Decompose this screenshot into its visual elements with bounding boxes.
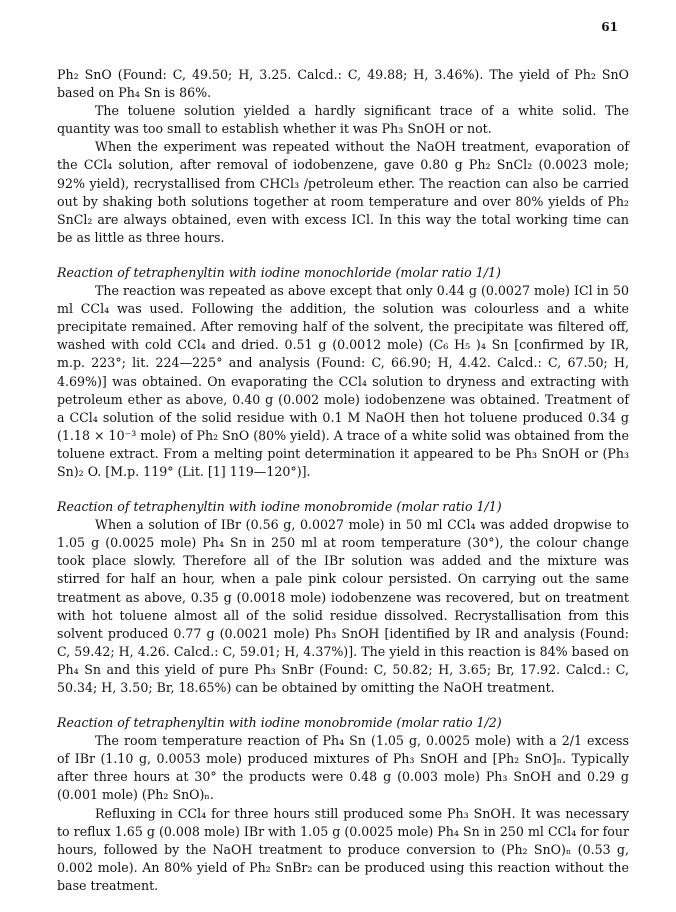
section-text-ibr-1-1: When a solution of IBr (0.56 g, 0.0027 mole) in 50 ml CCl₄ was added dropwise to 1.05 g (0.0025 mole) Ph₄ Sn in 250 ml at room temperature (30°), the colour change took place slowly. Therefore all of the IBr solution was added and the mixture was stirred for half an hour, when a pale pink colour persisted. On carrying out the same treatment as above, 0.35 g (0.0018 mole) iodobenzene was recovered, but on treatment with hot toluene almost all of the solid residue dissolved. Recrystallisation from this solvent produced 0.77 g (0.0021 mole) Ph₃ SnOH [identified by IR and analysis (Found: C, 59.42; H, 4.26. Calcd.: C, 59.01; H, 4.37%)]. The yield in this reaction is 84% based on Ph₄ Sn and this yield of pure Ph₃ SnBr (Found: C, 50.82; H, 3.65; Br, 17.92. Calcd.: C, 50.34; H, 3.50; Br, 18.65%) can be obtained by omitting the NaOH treatment. (57, 517, 629, 695)
paragraph-continuation: Ph₂ SnO (Found: C, 49.50; H, 3.25. Calcd.: C, 49.88; H, 3.46%). The yield of Ph₂ SnO based on Ph₄ Sn is 86%. (57, 67, 629, 101)
paragraph-repeat-experiment: When the experiment was repeated without the NaOH treatment, evaporation of the CCl₄ solution, after removal of iodobenzene, gave 0.80 g Ph₂ SnCl₂ (0.0023 mole; 92% yield), recrystallised from CHCl₃ /petroleum ether. The reaction can also be carried out by shaking both solutions together at room temperature and over 80% yields of Ph₂ SnCl₂ are always obtained, even with excess ICl. In this way the total working time can be as little as three hours. (57, 139, 629, 245)
section-heading-ibr-1-1: Reaction of tetraphenyltin with iodine monobromide (molar ratio 1/1) (57, 499, 502, 515)
article-body (57, 66, 629, 895)
section-text-ibr-1-2: The room temperature reaction of Ph₄ Sn (1.05 g, 0.0025 mole) with a 2/1 excess of IBr (1.10 g, 0.0053 mole) produced mixtures of Ph₃ SnOH and [Ph₂ SnO]ₙ. Typically after three hours at 30° the products were 0.48 g (0.003 mole) Ph₃ SnOH and 0.29 g (0.001 mole) (Ph₂ SnO)ₙ. (57, 733, 629, 803)
section-heading-ibr-1-2: Reaction of tetraphenyltin with iodine monobromide (molar ratio 1/2) (57, 715, 502, 731)
paragraph-toluene: The toluene solution yielded a hardly significant trace of a white solid. The quantity was too small to establish whether it was Ph₃ SnOH or not. (57, 103, 629, 137)
section-text-icl: The reaction was repeated as above except that only 0.44 g (0.0027 mole) ICl in 50 ml CCl₄ was used. Following the addition, the solution was colourless and a white precipitate remained. After removing half of the solvent, the precipitate was filtered off, washed with cold CCl₄ and dried. 0.51 g (0.0012 mole) (C₆ H₅ )₄ Sn [confirmed by IR, m.p. 223°; lit. 224—225° and analysis (Found: C, 66.90; H, 4.42. Calcd.: C, 67.50; H, 4.69%)] was obtained. On evaporating the CCl₄ solution to dryness and extracting with petroleum ether as above, 0.40 g (0.002 mole) iodobenzene was obtained. Treatment of a CCl₄ solution of the solid residue with 0.1 M NaOH then hot toluene produced 0.34 g (1.18 × 10⁻³ mole) of Ph₂ SnO (80% yield). A trace of a white solid was obtained from the toluene extract. From a melting point determination it appeared to be Ph₃ SnOH or (Ph₃ Sn)₂ O. [M.p. 119° (Lit. [1] 119—120°)]. (57, 283, 629, 479)
section-text-ibr-1-2-reflux: Refluxing in CCl₄ for three hours still produced some Ph₃ SnOH. It was necessary to reflux 1.65 g (0.008 mole) IBr with 1.05 g (0.0025 mole) Ph₄ Sn in 250 ml CCl₄ for four hours, followed by the NaOH treatment to produce conversion to (Ph₂ SnO)ₙ (0.53 g, 0.002 mole). An 80% yield of Ph₂ SnBr₂ can be produced using this reaction without the base treatment. (57, 805, 629, 893)
section-heading-icl: Reaction of tetraphenyltin with iodine monochloride (molar ratio 1/1) (57, 264, 501, 280)
page-number: 61 (601, 20, 618, 34)
